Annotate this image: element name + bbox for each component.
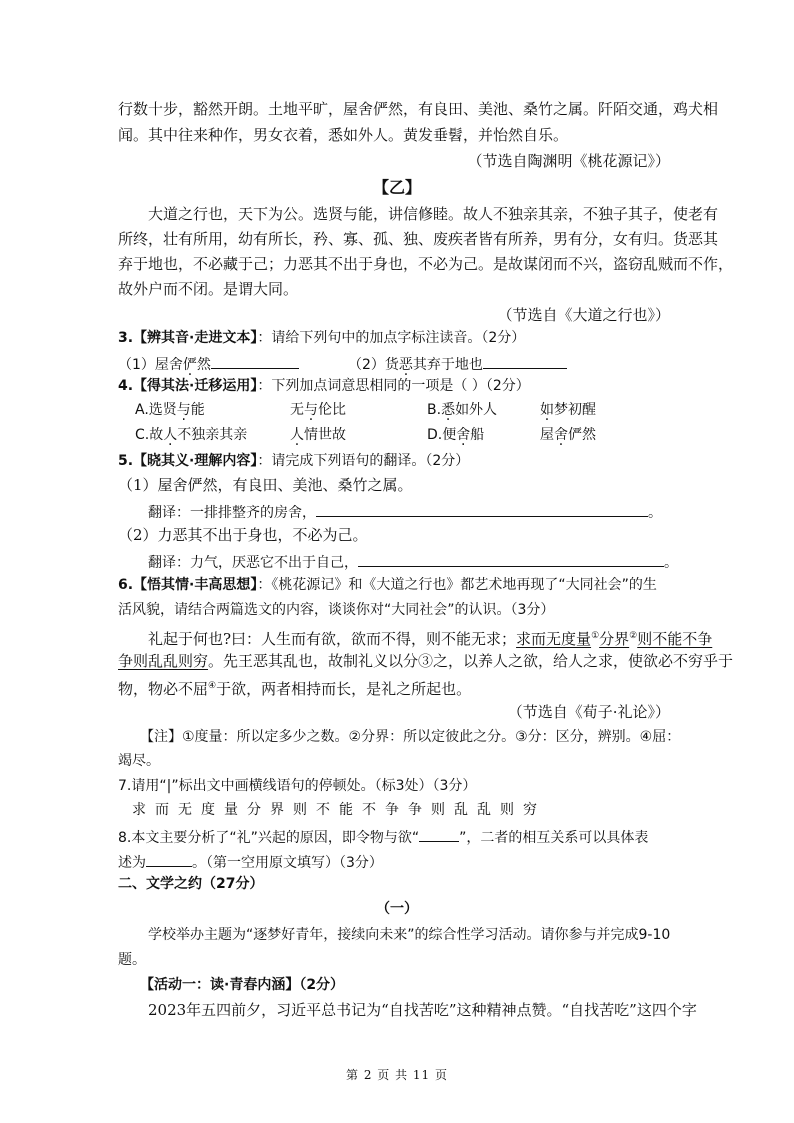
page-footer: 第 2 页 共 11 页 [346,1068,448,1082]
xunzi-note-2: 竭尽。 [118,753,160,769]
section-2-subheading: （一） [376,901,418,917]
section-2-intro-1: 学校举办主题为“逐梦好青年，接续向未来”的综合性学习活动。请你参与并完成9-10 [148,927,671,943]
q4-option-a-compare: 无与伦比 [290,402,346,418]
q4-option-d-compare: 屋舍俨然 [540,427,596,443]
jia-line-1: 行数十步，豁然开朗。土地平旷，屋舍俨然，有良田、美池、桑竹之属。阡陌交通，鸡犬相 [118,100,719,118]
q8-stem-2: 述为 。（第一空用原文填写）（3分） [118,850,383,873]
q3-answer-2[interactable] [483,352,567,369]
section-2-heading: 二、文学之约（27分） [118,876,264,892]
q6-stem [118,575,657,595]
q8-stem-1: 8.本文主要分析了“礼”兴起的原因，即令物与欲“ ”，二者的相互关系可以具体表 [118,825,648,848]
q4-option-c-compare: 人情世故 [290,427,346,443]
q7-sentence[interactable]: 求而无度量分界则不能不争争则乱乱则穷 [132,802,546,818]
xunzi-note-1: 【注】①度量：所以定多少之数。②分界：所以定彼此之分。③分：区分，辨别。④屈： [140,729,681,745]
yi-line-2: 所终，壮有所用，幼有所长，矜、寡、孤、独、废疾者皆有所养，男有分，女有归。货恶其 [118,230,719,248]
q6-stem-2: 活风貌，请结合两篇选文的内容，谈谈你对“大同社会”的认识。（3分） [118,602,555,618]
q4-text: ：下列加点词意思相同的一项是（ ）（2分） [257,378,530,394]
yi-source: （节选自《大道之行也》） [497,306,670,324]
q4-option-d[interactable]: D.便舍船 [427,427,485,443]
q5-label: 5.【晓其义·理解内容】 [118,453,258,469]
xunzi-source: （节选自《荀子·礼论》） [507,703,670,721]
yi-line-1: 大道之行也，天下为公。选贤与能，讲信修睦。故人不独亲其亲，不独子其子，使老有 [148,205,719,223]
xunzi-underlined-2: 争则乱乱则穷 [118,652,209,670]
xunzi-line-1: 礼起于何也?曰：人生而有欲，欲而不得，则不能无求；求而无度量①分界②则不能不争 [148,630,713,648]
q3-item-2: （2）货恶其弃于地也 [348,352,567,375]
q5-sentence-2: （2）力恶其不出于身也，不必为己。 [118,526,368,544]
q3-text: ：请给下列句中的加点字标注读音。（2分） [257,330,526,346]
activity-1-heading: 【活动一：读·青春内涵】（2分） [140,977,345,993]
q8-answer-2[interactable] [146,850,192,867]
yi-heading: 【乙】 [372,178,421,197]
q8-answer-1[interactable] [419,825,459,842]
q5-answer-2[interactable] [358,550,664,567]
xunzi-underlined-1: 求而无度量 [516,630,592,648]
q6-label: 6.【悟其情·丰高思想】 [118,577,258,593]
section-2-paragraph: 2023年五四前夕，习近平总书记为“自找苦吃”这种精神点赞。“自找苦吃”这四个字 [148,1001,697,1019]
q5-translation-2: 翻译：力气，厌恶它不出于自己， 。 [148,550,678,573]
q7-stem: 7.请用“|”标出文中画横线语句的停顿处。（标3处）（3分） [118,778,477,794]
jia-source: （节选自陶渊明《桃花源记》） [467,152,670,170]
yi-line-4: 故外户而不闭。是谓大同。 [118,280,299,298]
q5-stem [118,451,469,471]
q4-option-b-compare: 如梦初醒 [540,402,596,418]
q3-item-1: （1）屋舍俨然 [118,352,299,375]
q3-dotted-char-2: 恶 [398,357,413,373]
q3-dotted-char-1: 俨 [182,357,197,373]
q4-option-b[interactable]: B.悉如外人 [427,402,498,418]
q3-label: 3.【辨其音·走进文本】 [118,330,258,346]
section-2-intro-2: 题。 [118,952,146,968]
q5-text: ：请完成下列语句的翻译。（2分） [257,453,470,469]
q4-label: 4.【得其法·迁移运用】 [118,378,258,394]
yi-line-3: 弃于地也，不必藏于己；力恶其不出于身也，不必为己。是故谋闭而不兴，盗窃乱贼而不作， [118,255,734,273]
q6-text: ：《桃花源记》和《大道之行也》都艺术地再现了“大同社会”的生 [257,577,657,593]
q3-stem [118,328,525,348]
q5-answer-1[interactable] [316,500,648,517]
q4-option-a[interactable]: A.选贤与能 [135,402,205,418]
q4-option-c[interactable]: C.故人不独亲其亲 [135,427,248,443]
q5-translation-1: 翻译：一排排整齐的房舍， 。 [148,500,662,523]
jia-line-2: 闻。其中往来种作，男女衣着，悉如外人。黄发垂髫，并怡然自乐。 [118,126,569,144]
xunzi-line-3: 物，物必不屈④于欲，两者相持而长，是礼之所起也。 [118,680,472,698]
xunzi-line-2: 争则乱乱则穷。先王恶其乱也，故制礼义以分③之，以养人之欲，给人之求，使欲必不穷乎于 [118,652,734,670]
q5-sentence-1: （1）屋舍俨然，有良田、美池、桑竹之属。 [118,476,413,494]
q3-answer-1[interactable] [211,352,299,369]
q4-stem [118,376,530,396]
